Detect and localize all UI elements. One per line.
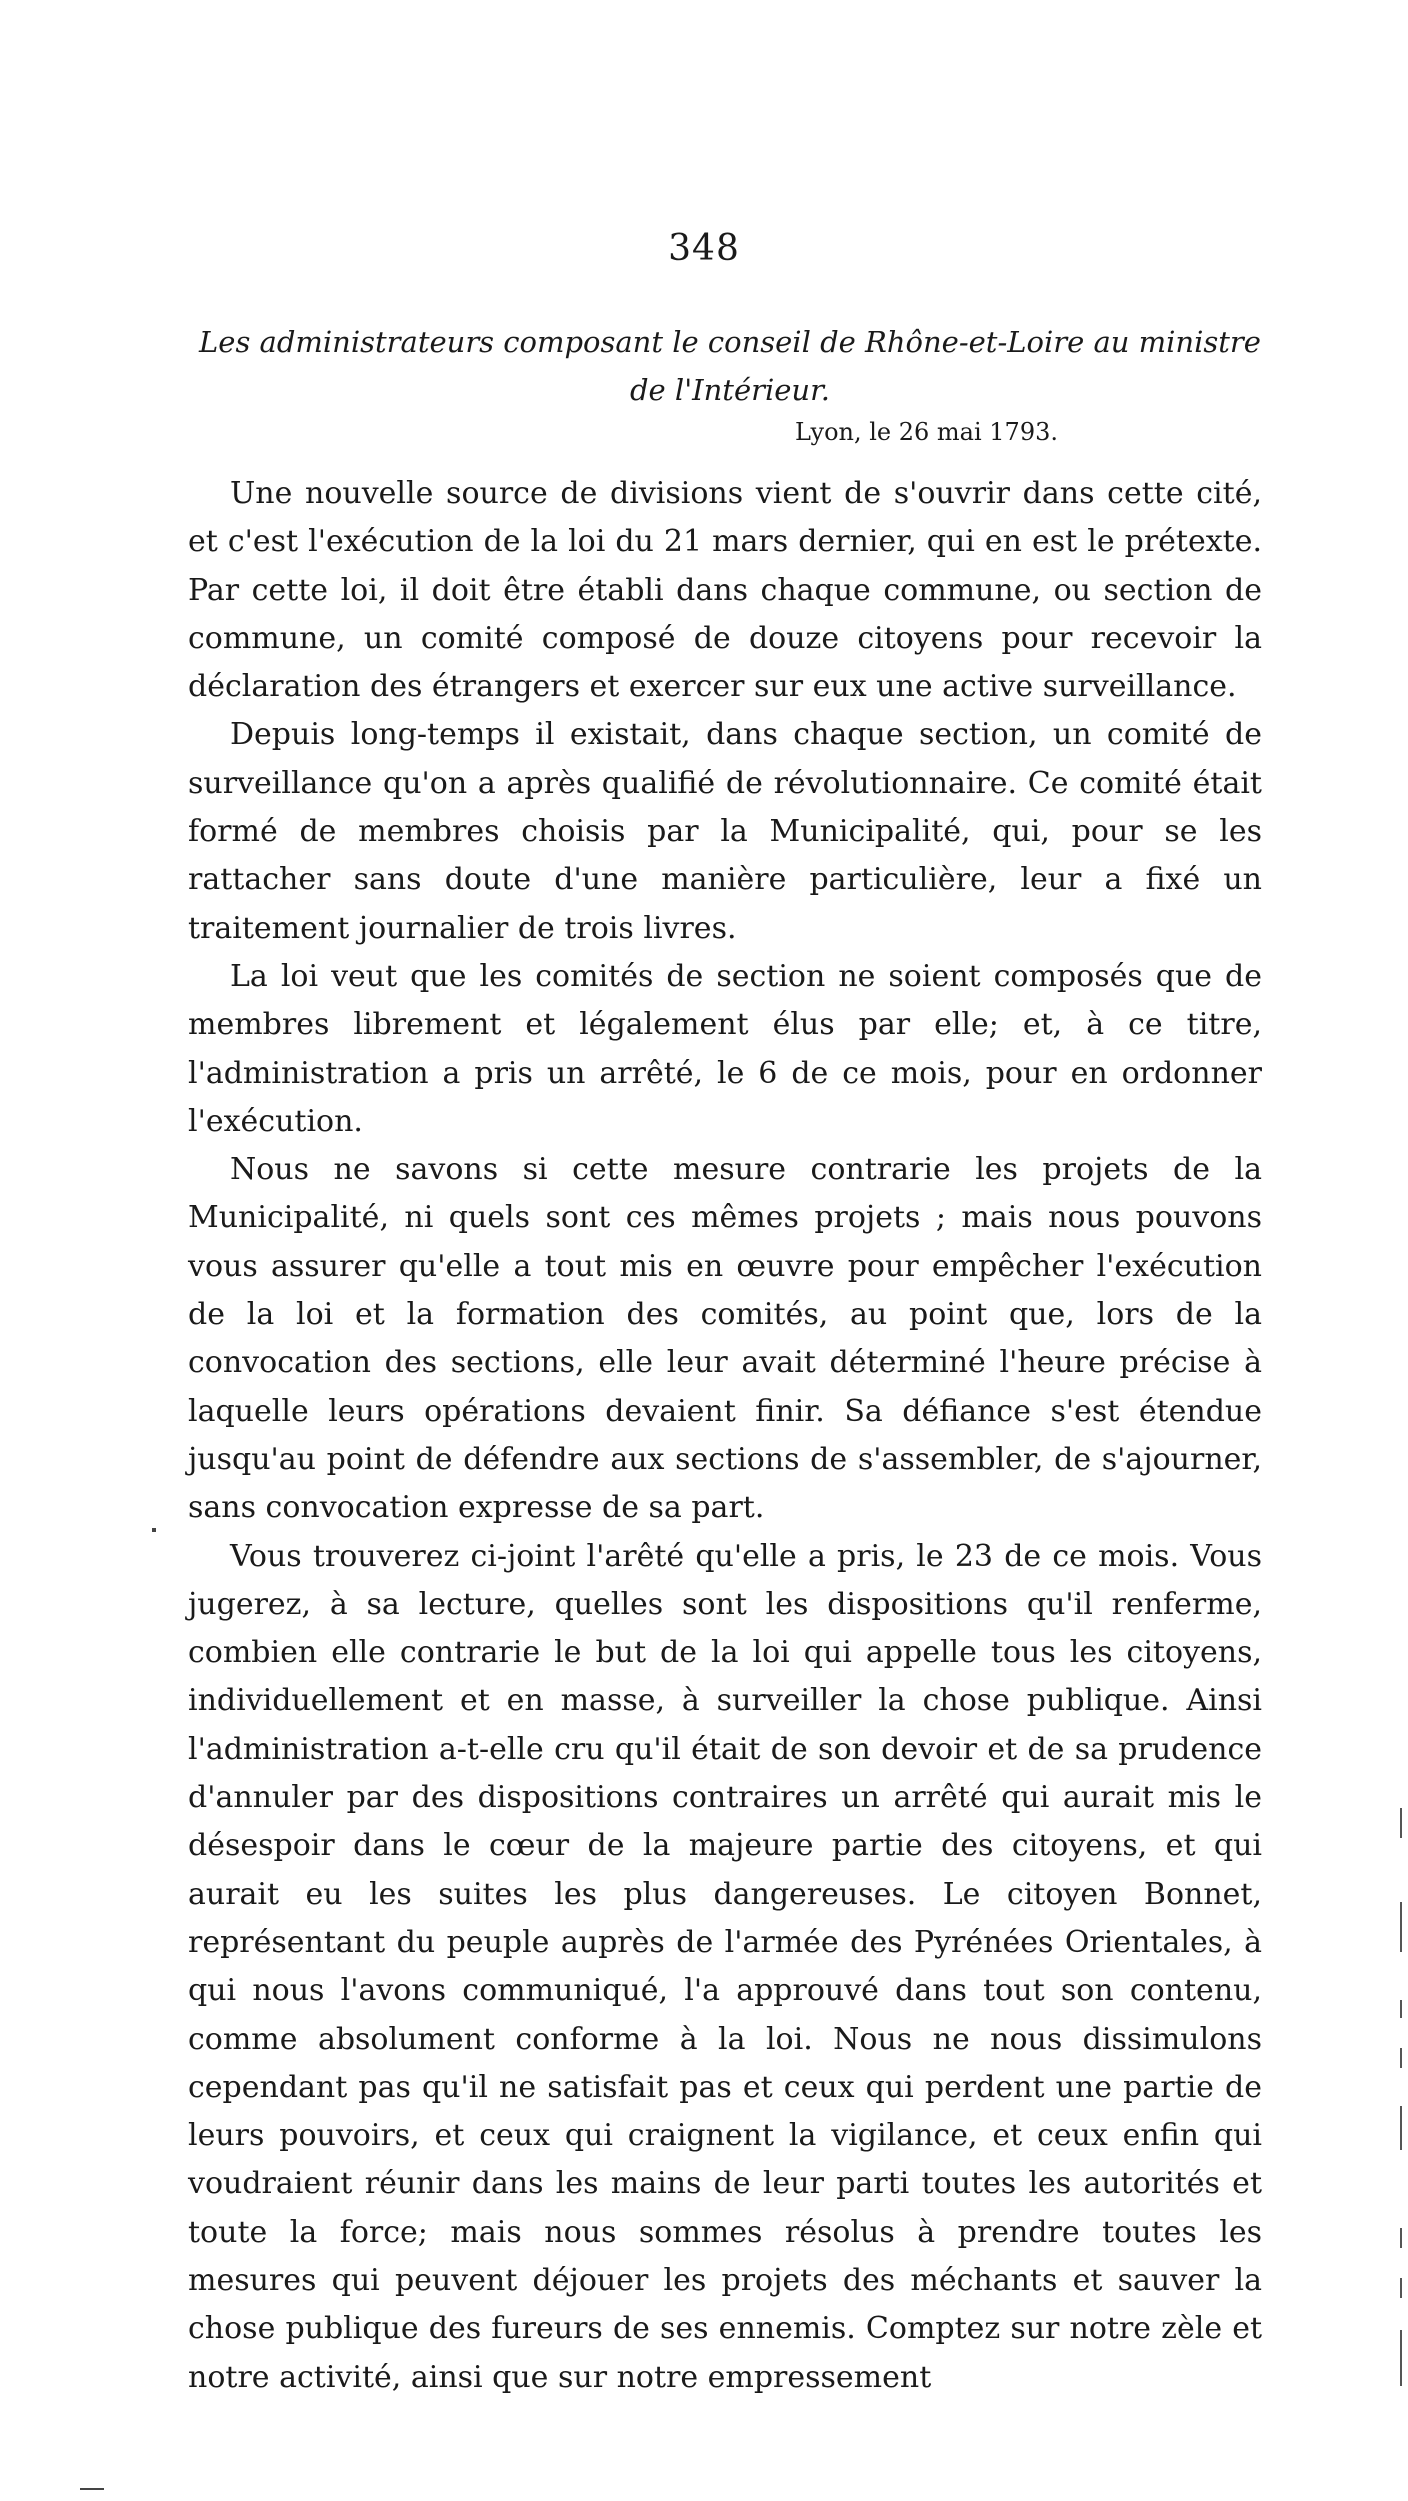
scan-margin-mark	[1400, 1808, 1402, 1838]
letter-title: Les administrateurs composant le conseil de Rhône-et-Loire au ministre de l'Intérieur.	[199, 325, 1261, 407]
scan-margin-mark	[1400, 1902, 1402, 1952]
paragraph: La loi veut que les comités de section ne soient composés que de membres librement et légalement élus par elle; et, à ce titre, l'administration a pris un arrêté, le 6 de ce mois, pour en ordonner l'exécution.	[188, 958, 1262, 1139]
letter-body	[188, 470, 1262, 2402]
dateline: Lyon, le 26 mai 1793.	[795, 418, 1058, 446]
scan-speck	[80, 2488, 104, 2490]
scan-margin-mark	[1400, 2330, 1402, 2386]
paragraph: Vous trouverez ci-joint l'arêté qu'elle a pris, le 23 de ce mois. Vous jugerez, à sa lecture, quelles sont les dispositions qu'il renferme, combien elle contrarie le but de la loi qui appelle tous les citoyens, individuellement et en masse, à surveiller la chose publique. Ainsi l'administration a-t-elle cru qu'il était de son devoir et de sa prudence d'annuler par des dispositions contraires un arrêté qui aurait mis le désespoir dans le cœur de la majeure partie des citoyens, et qui aurait eu les suites les plus dangereuses. Le citoyen Bonnet, représentant du peuple auprès de l'armée des Pyrénées Orientales, à qui nous l'avons communiqué, l'a approuvé dans tout son contenu, comme absolument conforme à la loi. Nous ne nous dissimulons cependant pas qu'il ne satisfait pas et ceux qui perdent une partie de leurs pouvoirs, et ceux qui craignent la vigilance, et ceux enfin qui voudraient réunir dans les mains de leur parti toutes les autorités et toute la force; mais nous sommes résolus à prendre toutes les mesures qui peuvent déjouer les projets des méchants et sauver la chose publique des fureurs de ses ennemis. Comptez sur notre zèle et notre activité, ainsi que sur notre empressement	[188, 1538, 1262, 2395]
scan-margin-mark	[1400, 2106, 1402, 2150]
page-number: 348	[668, 228, 740, 269]
paragraph: Nous ne savons si cette mesure contrarie les projets de la Municipalité, ni quels sont ces mêmes projets ; mais nous pouvons vous assurer qu'elle a tout mis en œuvre pour empêcher l'exécution de la loi et la formation des comités, au point que, lors de la convocation des sections, elle leur avait déterminé l'heure précise à laquelle leurs opérations devaient finir. Sa défiance s'est étendue jusqu'au point de défendre aux sections de s'assembler, de s'ajourner, sans convocation expresse de sa part.	[188, 1152, 1262, 1526]
scan-margin-mark	[1400, 2000, 1402, 2018]
paragraph: Une nouvelle source de divisions vient de s'ouvrir dans cette cité, et c'est l'exécution de la loi du 21 mars dernier, qui en est le prétexte. Par cette loi, il doit être établi dans chaque commune, ou section de commune, un comité composé de douze citoyens pour recevoir la déclaration des étrangers et exercer sur eux une active surveillance.	[188, 476, 1262, 705]
scan-margin-mark	[1400, 2228, 1402, 2248]
scan-margin-mark	[1400, 2048, 1402, 2068]
paragraph: Depuis long-temps il existait, dans chaque section, un comité de surveillance qu'on a après qualifié de révolutionnaire. Ce comité était formé de membres choisis par la Municipalité, qui, pour se les rattacher sans doute d'une manière particulière, leur a fixé un traitement journalier de trois livres.	[188, 717, 1262, 946]
scan-speck	[152, 1528, 156, 1532]
scan-margin-mark	[1400, 2278, 1402, 2298]
